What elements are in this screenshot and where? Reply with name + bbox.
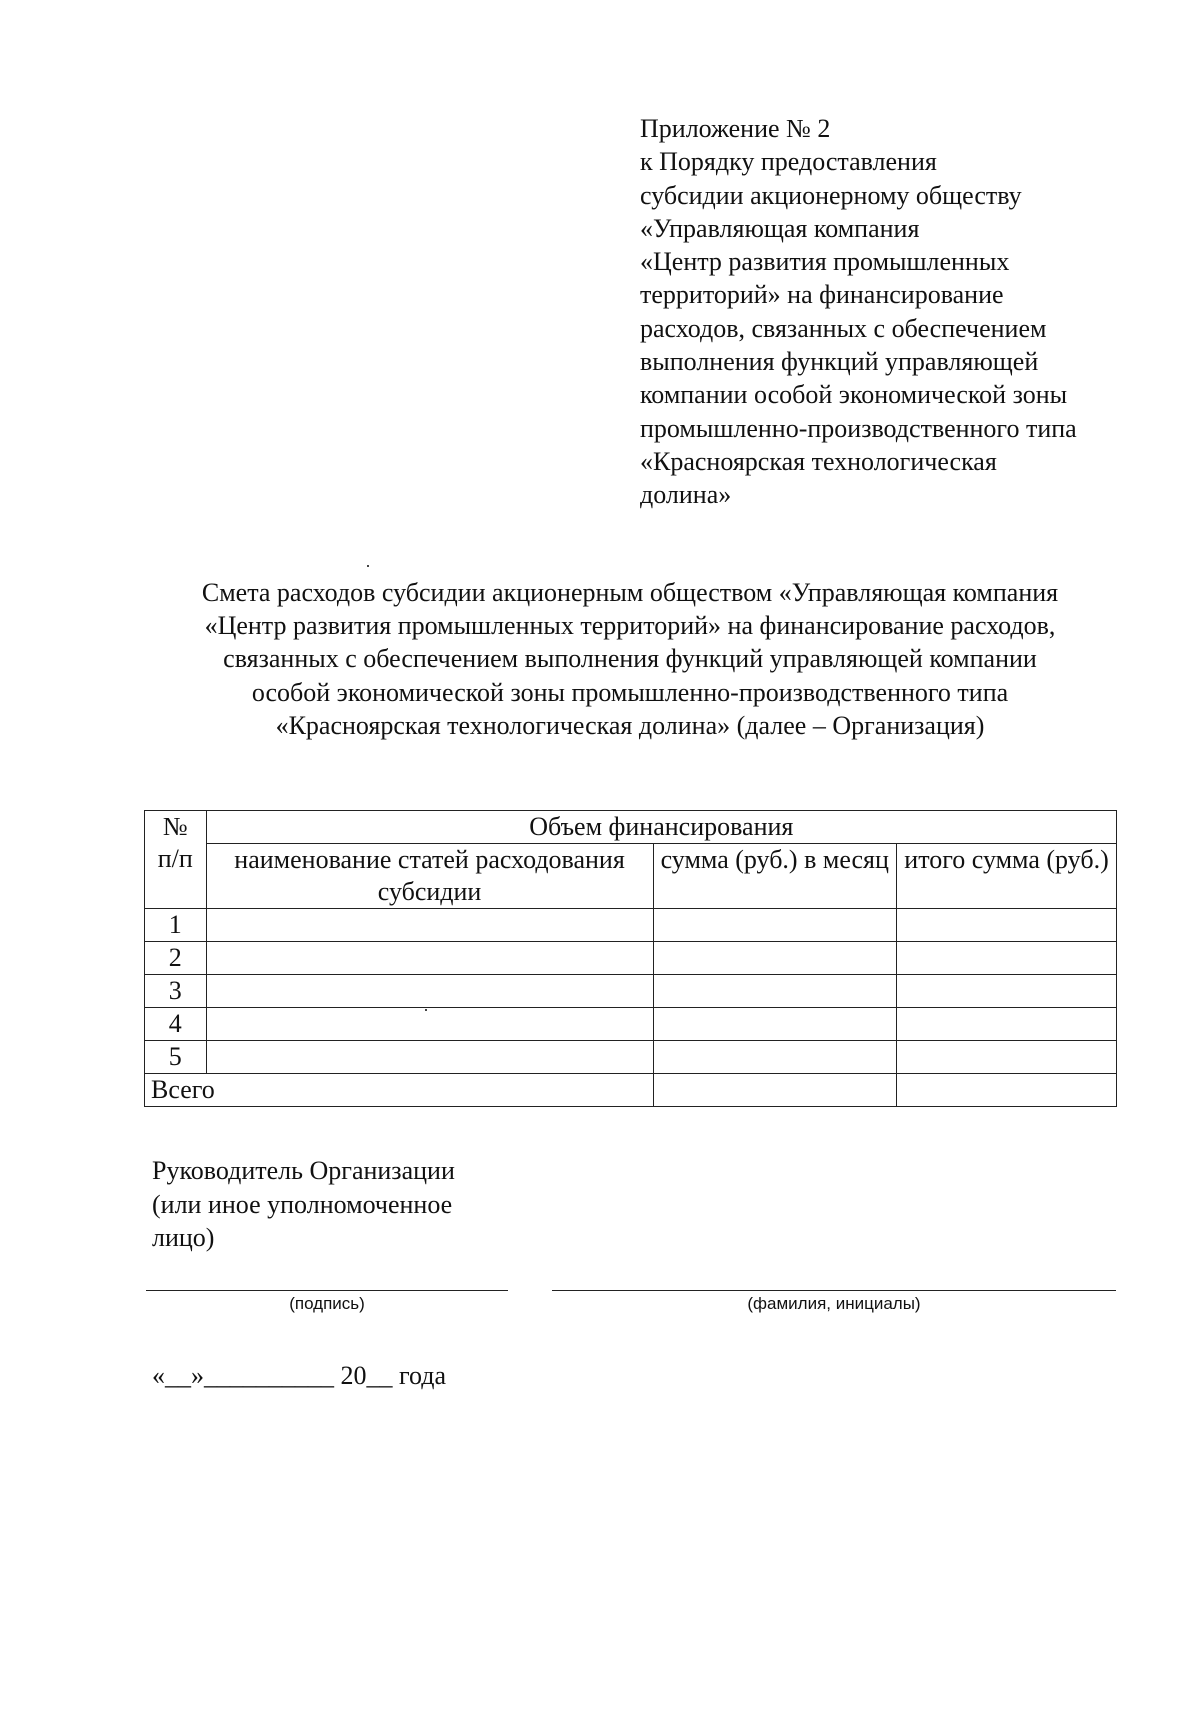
document-title xyxy=(140,576,1120,742)
annex-line: к Порядку предоставления xyxy=(640,147,937,177)
name-line[interactable] xyxy=(552,1290,1116,1291)
row-number: 2 xyxy=(145,942,207,975)
table-row xyxy=(145,975,1117,1008)
signer-block xyxy=(152,1154,455,1255)
row-number: 3 xyxy=(145,975,207,1008)
table-total-row xyxy=(145,1074,1117,1107)
header-total: итого сумма (руб.) xyxy=(897,844,1117,909)
total-sum[interactable] xyxy=(897,1074,1117,1107)
signer-line: Руководитель Организации xyxy=(152,1156,455,1185)
header-item: наименование статей расходования субсидии xyxy=(206,844,653,909)
total-monthly[interactable] xyxy=(653,1074,897,1107)
table-header-row xyxy=(145,811,1117,844)
scan-speck xyxy=(425,1009,427,1011)
title-line: особой экономической зоны промышленно-производственного типа xyxy=(251,677,1009,707)
header-financing-group: Объем финансирования xyxy=(206,811,1116,844)
annex-line: территорий» на финансирование xyxy=(640,280,1004,310)
table-row xyxy=(145,942,1117,975)
total-label: Всего xyxy=(145,1074,654,1107)
annex-line: промышленно-производственного типа xyxy=(640,413,1077,443)
row-number: 1 xyxy=(145,909,207,942)
table-row xyxy=(145,909,1117,942)
row-item[interactable] xyxy=(206,1041,653,1074)
row-monthly[interactable] xyxy=(653,909,897,942)
header-number: № п/п xyxy=(145,811,207,909)
annex-line: субсидии акционерному обществу xyxy=(640,180,1022,210)
annex-line: Приложение № 2 xyxy=(640,114,831,143)
expense-table xyxy=(144,810,1117,1107)
title-line: связанных с обеспечением выполнения функций управляющей компании xyxy=(223,644,1037,674)
row-monthly[interactable] xyxy=(653,942,897,975)
row-total[interactable] xyxy=(897,1041,1117,1074)
annex-header xyxy=(640,112,1160,512)
table-row xyxy=(145,1041,1117,1074)
row-monthly[interactable] xyxy=(653,1008,897,1041)
row-total[interactable] xyxy=(897,975,1117,1008)
row-item[interactable] xyxy=(206,909,653,942)
row-item[interactable] xyxy=(206,942,653,975)
annex-line: «Центр развития промышленных xyxy=(640,247,1010,277)
title-line: «Красноярская технологическая долина» (далее – Организация) xyxy=(275,710,985,740)
header-monthly: сумма (руб.) в месяц xyxy=(653,844,897,909)
signer-line: (или иное уполномоченное xyxy=(152,1189,453,1219)
table-row xyxy=(145,1008,1117,1041)
signature-caption: (подпись) xyxy=(289,1294,365,1313)
row-monthly[interactable] xyxy=(653,975,897,1008)
title-line: «Центр развития промышленных территорий» на финансирование расходов, xyxy=(204,611,1056,641)
signature-line[interactable] xyxy=(146,1290,508,1291)
row-total[interactable] xyxy=(897,1008,1117,1041)
name-caption: (фамилия, инициалы) xyxy=(747,1294,921,1313)
row-item[interactable] xyxy=(206,975,653,1008)
row-number: 5 xyxy=(145,1041,207,1074)
annex-line: компании особой экономической зоны xyxy=(640,380,1068,410)
row-monthly[interactable] xyxy=(653,1041,897,1074)
annex-line: выполнения функций управляющей xyxy=(640,347,1039,377)
annex-line: долина» xyxy=(640,480,732,510)
row-total[interactable] xyxy=(897,909,1117,942)
date-line[interactable]: «__»__________ 20__ года xyxy=(152,1361,447,1390)
annex-line: расходов, связанных с обеспечением xyxy=(640,313,1047,343)
row-number: 4 xyxy=(145,1008,207,1041)
signer-line: лицо) xyxy=(152,1223,215,1252)
annex-line: «Управляющая компания xyxy=(640,213,920,243)
row-item[interactable] xyxy=(206,1008,653,1041)
annex-line: «Красноярская технологическая xyxy=(640,446,997,476)
title-line: Смета расходов субсидии акционерным обществом «Управляющая компания xyxy=(201,578,1059,607)
row-total[interactable] xyxy=(897,942,1117,975)
table-subheader-row xyxy=(145,844,1117,909)
scan-speck xyxy=(367,565,369,567)
